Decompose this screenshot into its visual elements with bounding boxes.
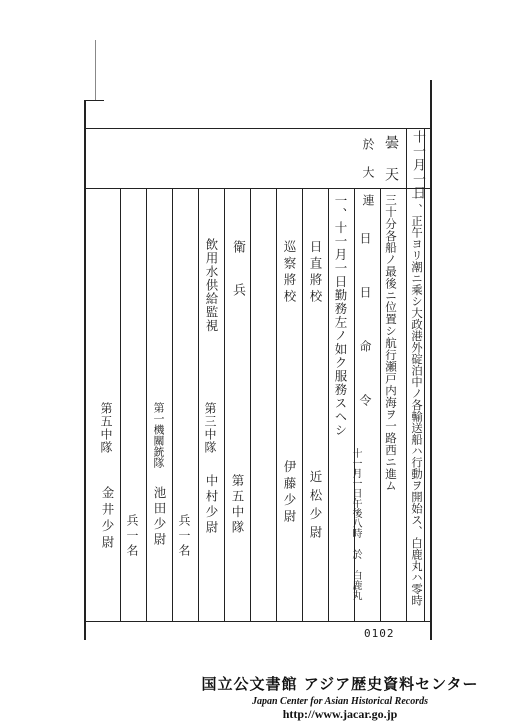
frame-bottom-line bbox=[84, 621, 430, 622]
page-number: 0102 bbox=[364, 627, 395, 640]
duty-name-6: 池田少尉 bbox=[152, 486, 167, 548]
column-rule bbox=[250, 188, 251, 621]
column-rule bbox=[328, 188, 329, 621]
duty-name-2: 伊藤少尉 bbox=[282, 460, 297, 526]
paragraph1-line2: 三十分各船ノ最後ニ位置シ航行瀬戸内海ヲ一路西ニ進ム bbox=[384, 194, 398, 492]
column-rule bbox=[224, 188, 225, 621]
paragraph1-line1: 一、正午ヨリ潮ニ乘シ大政港外碇泊中ノ各輸送船ハ行動ヲ開始ス、白鹿丸ハ零時 bbox=[410, 192, 423, 606]
duty-soldier-2: 兵一名 bbox=[125, 514, 139, 559]
frame-right-line bbox=[430, 80, 432, 640]
duty-unit-1: 第三中隊 bbox=[203, 402, 217, 454]
column-rule bbox=[172, 188, 173, 621]
archive-url: http://www.jacar.go.jp bbox=[282, 707, 398, 721]
frame-top-line bbox=[84, 128, 430, 129]
column-rule bbox=[302, 188, 303, 621]
order-label: 日 日 命 令 bbox=[358, 232, 372, 420]
archive-name-japanese: 国立公文書館 アジア歴史資料センター bbox=[201, 675, 479, 693]
paragraph2-line1: 一、十一月一日勤務左ノ如ク服務スヘシ bbox=[333, 194, 348, 437]
duty-unit-3: 第五中隊 bbox=[99, 402, 113, 454]
column-rule bbox=[406, 128, 407, 621]
column-rule bbox=[120, 188, 121, 621]
column-rule bbox=[146, 188, 147, 621]
duty-soldier-1: 兵一名 bbox=[177, 514, 191, 559]
weather-text: 曇 天 bbox=[383, 135, 399, 182]
archive-name-english: Japan Center for Asian Historical Records bbox=[251, 696, 429, 707]
column-rule bbox=[276, 188, 277, 621]
duty-unit-2: 第一機關銃隊 bbox=[152, 402, 165, 468]
duty-role-3: 衛兵 bbox=[230, 240, 245, 326]
paragraph1-signature: 十一月一日午後八時 於 白鹿丸 bbox=[350, 448, 361, 600]
duty-name-4: 中村少尉 bbox=[204, 474, 219, 536]
archive-footer bbox=[180, 673, 500, 722]
column-rule bbox=[198, 188, 199, 621]
duty-name-3: 第五中隊 bbox=[230, 474, 245, 536]
place-text: 於 大 連 bbox=[361, 138, 375, 207]
duty-role-2: 巡察將校 bbox=[282, 240, 297, 306]
column-rule bbox=[380, 188, 381, 621]
frame-right-inner bbox=[424, 128, 425, 621]
duty-role-1: 日直將校 bbox=[308, 240, 323, 306]
duty-name-1: 近松少尉 bbox=[308, 470, 323, 544]
binding-rule bbox=[84, 100, 104, 101]
duty-role-4: 飲用水供給監視 bbox=[204, 238, 219, 333]
duty-name-8: 金井少尉 bbox=[100, 486, 115, 552]
binding-edge bbox=[95, 40, 96, 100]
frame-left-line bbox=[84, 100, 86, 640]
frame-header-rule bbox=[84, 188, 430, 189]
date-heading: 十一月一日 bbox=[410, 130, 425, 200]
